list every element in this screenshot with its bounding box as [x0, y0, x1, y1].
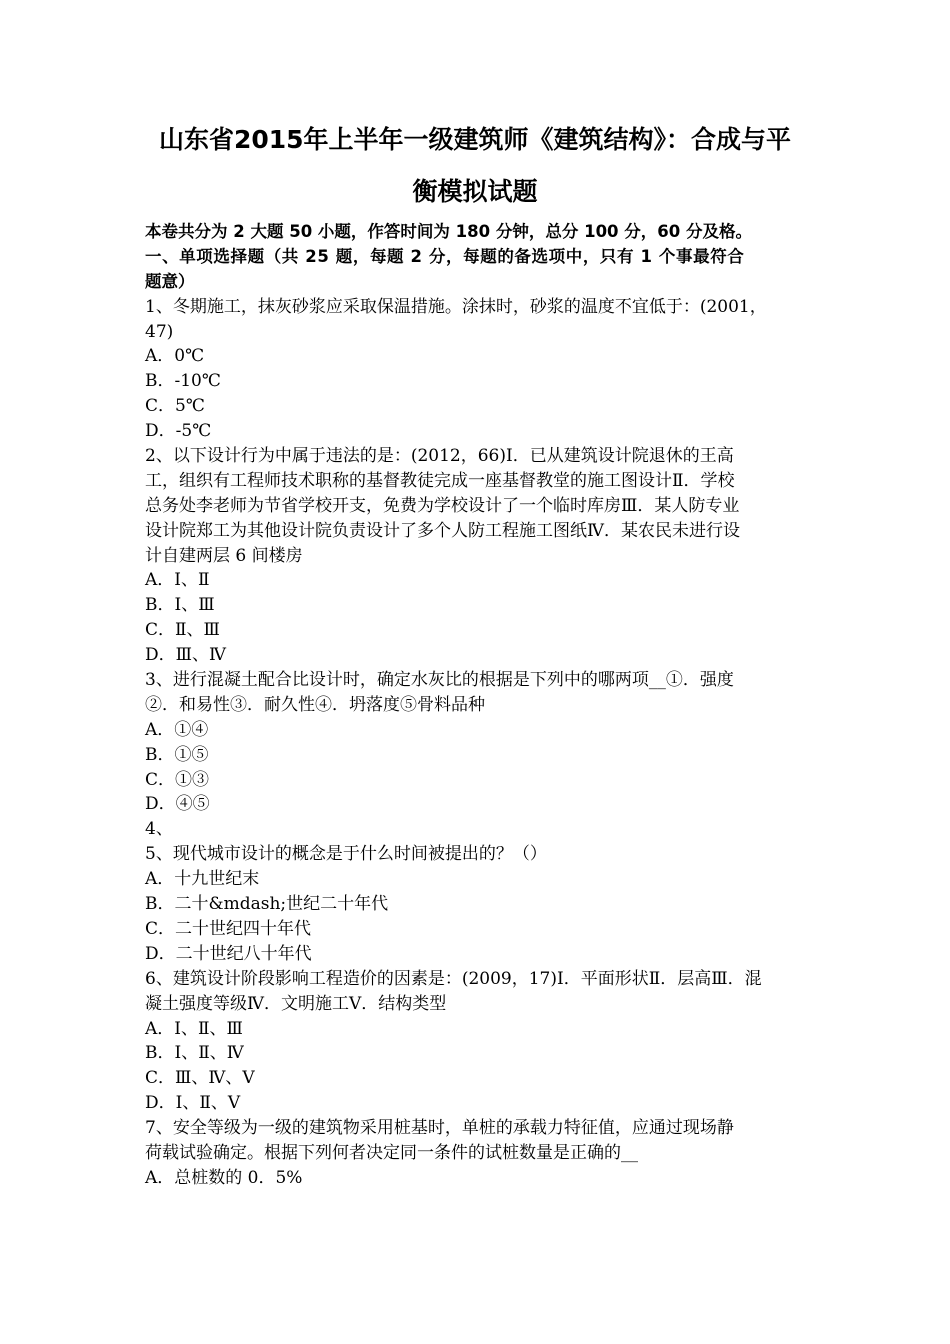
- option-line: D．④⑤: [145, 794, 210, 815]
- option-line: A．Ⅰ、Ⅱ、Ⅲ: [145, 1018, 243, 1039]
- option-line: D．Ⅲ、Ⅳ: [145, 645, 227, 666]
- option-line: C．①③: [145, 769, 210, 790]
- text-line: 荷载试验确定。根据下列何者决定同一条件的试桩数量是正确的__: [145, 1142, 638, 1163]
- text-line: 3、进行混凝土配合比设计时，确定水灰比的根据是下列中的哪两项__①．强度: [145, 670, 734, 691]
- text-line: 5、现代城市设计的概念是于什么时间被提出的？（）: [145, 844, 547, 865]
- option-line: D．-5℃: [145, 421, 212, 442]
- document-title-line-1: 山东省2015年上半年一级建筑师《建筑结构》：合成与平: [158, 125, 792, 154]
- text-line: 47): [145, 321, 174, 342]
- option-line: C．二十世纪四十年代: [145, 918, 312, 939]
- text-line: 1、冬期施工，抹灰砂浆应采取保温措施。涂抹时，砂浆的温度不宜低于：(2001，: [145, 296, 767, 317]
- text-line: 总务处李老师为节省学校开支，免费为学校设计了一个临时库房Ⅲ．某人防专业: [145, 495, 740, 516]
- option-line: B．二十&mdash;世纪二十年代: [145, 894, 389, 915]
- option-line: A．0℃: [145, 346, 205, 367]
- option-line: A．Ⅰ、Ⅱ: [145, 570, 210, 591]
- option-line: D．Ⅰ、Ⅱ、Ⅴ: [145, 1093, 241, 1114]
- option-line: C．Ⅱ、Ⅲ: [145, 620, 220, 641]
- text-line: 2、以下设计行为中属于违法的是：(2012，66)Ⅰ．已从建筑设计院退休的王高: [145, 446, 734, 467]
- text-line: 设计院郑工为其他设计院负责设计了多个人防工程施工图纸Ⅳ．某农民未进行设: [145, 520, 740, 541]
- section-heading-line-2: 题意）: [145, 271, 195, 291]
- option-line: C．Ⅲ、Ⅳ、Ⅴ: [145, 1068, 255, 1089]
- option-line: A．总桩数的 0．5%: [145, 1167, 303, 1188]
- option-line: B．Ⅰ、Ⅱ、Ⅳ: [145, 1043, 244, 1064]
- option-line: B．①⑤: [145, 744, 209, 765]
- text-line: 4、: [145, 819, 173, 840]
- text-line: 工，组织有工程师技术职称的基督教徒完成一座基督教堂的施工图设计Ⅱ．学校: [145, 470, 735, 491]
- text-line: 凝土强度等级Ⅳ．文明施工Ⅴ．结构类型: [145, 993, 447, 1014]
- section-heading-line-1: 一、单项选择题（共 25 题，每题 2 分，每题的备选项中，只有 1 个事最符合: [145, 246, 745, 266]
- exam-intro: 本卷共分为 2 大题 50 小题，作答时间为 180 分钟，总分 100 分，60 分及格。: [145, 222, 752, 241]
- option-line: C．5℃: [145, 396, 205, 417]
- text-line: 7、安全等级为一级的建筑物采用桩基时，单桩的承载力特征值，应通过现场静: [145, 1118, 734, 1139]
- text-line: ②．和易性③．耐久性④．坍落度⑤骨料品种: [145, 694, 485, 715]
- option-line: D．二十世纪八十年代: [145, 943, 312, 964]
- option-line: A．①④: [145, 719, 209, 740]
- text-line: 计自建两层 6 间楼房: [145, 545, 303, 566]
- option-line: B．Ⅰ、Ⅲ: [145, 595, 215, 616]
- option-line: A．十九世纪末: [145, 869, 260, 890]
- document-body: [145, 220, 810, 1191]
- option-line: B．-10℃: [145, 371, 221, 392]
- document-title-line-2: 衡模拟试题: [412, 177, 538, 206]
- text-line: 6、建筑设计阶段影响工程造价的因素是：(2009，17)Ⅰ．平面形状Ⅱ．层高Ⅲ．混: [145, 968, 762, 989]
